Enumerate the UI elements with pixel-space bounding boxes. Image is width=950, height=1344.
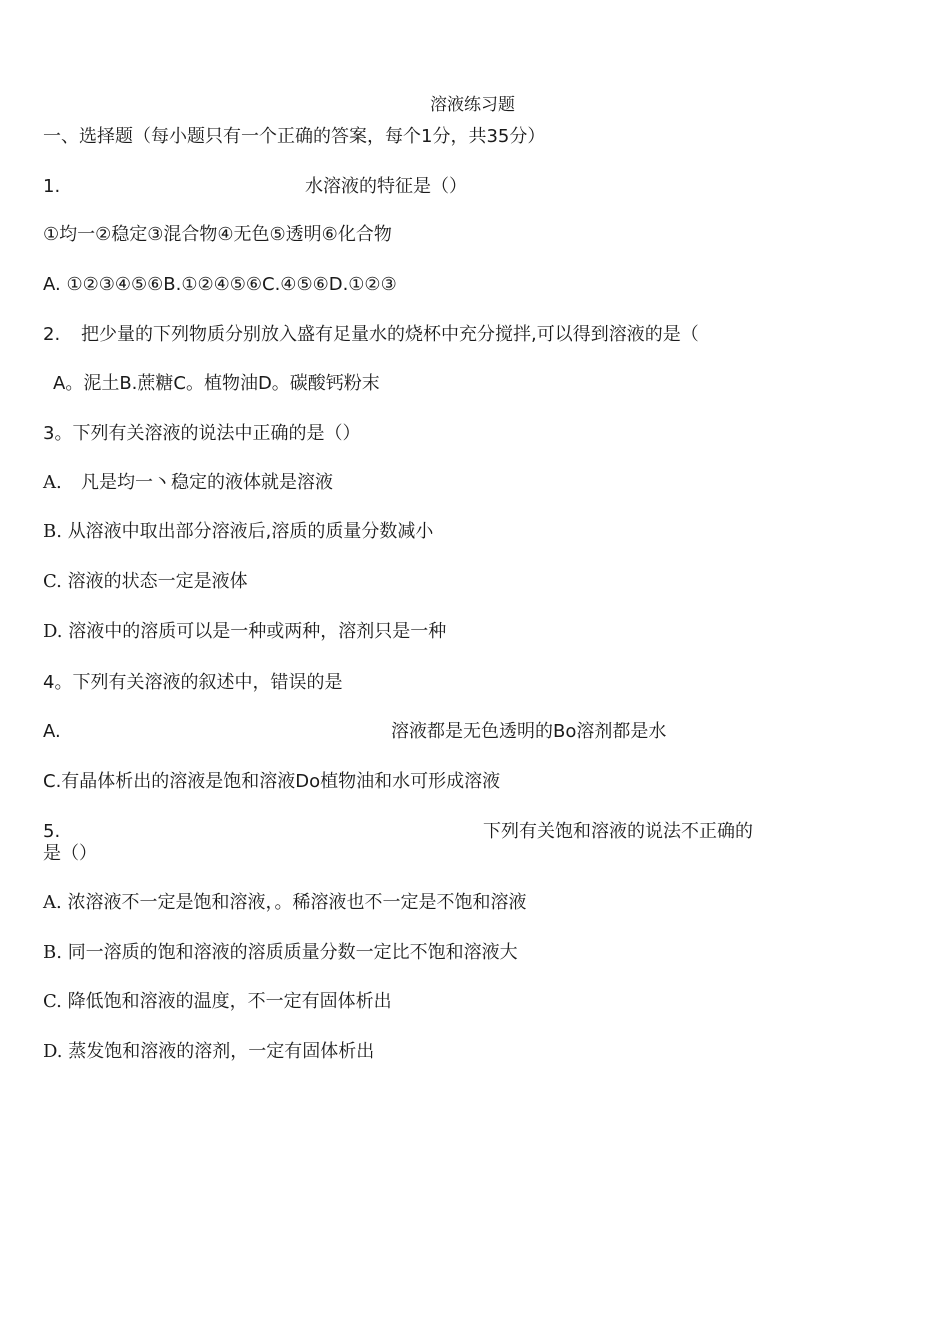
option-text: 溶液都是无色透明的Bo溶剂都是水	[391, 721, 667, 742]
question-5	[43, 821, 753, 843]
option-label: B.	[43, 521, 62, 542]
question-1-options: A. ①②③④⑤⑥B.①②④⑤⑥C.④⑤⑥D.①②③	[43, 274, 397, 295]
option-label: A.	[43, 892, 62, 913]
option-text: 蒸发饱和溶液的溶剂，一定有固体析出	[68, 1041, 375, 1062]
question-1-stem: 水溶液的特征是（）	[305, 176, 467, 197]
section-heading: 一、选择题（每小题只有一个正确的答案，每个1分，共35分）	[43, 126, 546, 147]
question-5-option-b	[43, 942, 518, 964]
question-3-option-d	[43, 621, 446, 643]
question-5-stem-part2: 是（）	[43, 843, 97, 864]
option-label: B.	[43, 942, 62, 963]
question-2-options: A。泥土B.蔗糖C。植物油D。碳酸钙粉末	[53, 373, 380, 394]
question-5-number: 5.	[43, 821, 61, 842]
question-3-option-a	[43, 472, 333, 494]
question-2-number: 2.	[43, 324, 61, 345]
question-3-stem: 3。下列有关溶液的说法中正确的是（）	[43, 423, 361, 444]
question-2	[43, 324, 699, 346]
option-text: 同一溶质的饱和溶液的溶质质量分数一定比不饱和溶液大	[67, 942, 518, 963]
question-4-stem: 4。下列有关溶液的叙述中，错误的是	[43, 672, 343, 693]
question-1-number: 1.	[43, 176, 61, 197]
option-text: 凡是均一丶稳定的液体就是溶液	[81, 472, 333, 493]
option-label: C.	[43, 571, 62, 592]
question-3-option-b	[43, 521, 433, 543]
question-1-items: ①均一②稳定③混合物④无色⑤透明⑥化合物	[43, 224, 392, 245]
option-text: 降低饱和溶液的温度，不一定有固体析出	[67, 991, 392, 1012]
question-5-option-c	[43, 991, 392, 1013]
option-text: 从溶液中取出部分溶液后,溶质的质量分数减小	[67, 521, 434, 542]
question-5-stem-part1: 下列有关饱和溶液的说法不正确的	[483, 821, 753, 842]
question-5-option-a	[43, 892, 526, 914]
option-label: D.	[43, 621, 63, 642]
page-title: 溶液练习题	[430, 95, 515, 115]
question-4-options-ab	[43, 721, 667, 743]
option-label: A.	[43, 472, 62, 493]
question-2-stem: 把少量的下列物质分别放入盛有足量水的烧杯中充分搅拌,可以得到溶液的是（	[81, 324, 699, 345]
option-text: 溶液中的溶质可以是一种或两种，溶剂只是一种	[68, 621, 447, 642]
option-label: C.	[43, 991, 62, 1012]
question-3-option-c	[43, 571, 248, 593]
question-4-options-cd: C.有晶体析出的溶液是饱和溶液Do植物油和水可形成溶液	[43, 771, 501, 792]
option-label: D.	[43, 1041, 63, 1062]
option-label: A.	[43, 721, 61, 742]
option-text: 浓溶液不一定是饱和溶液，。稀溶液也不一定是不饱和溶液	[67, 892, 527, 913]
option-text: 溶液的状态一定是液体	[67, 571, 248, 592]
question-1	[43, 176, 467, 198]
question-5-option-d	[43, 1041, 374, 1063]
